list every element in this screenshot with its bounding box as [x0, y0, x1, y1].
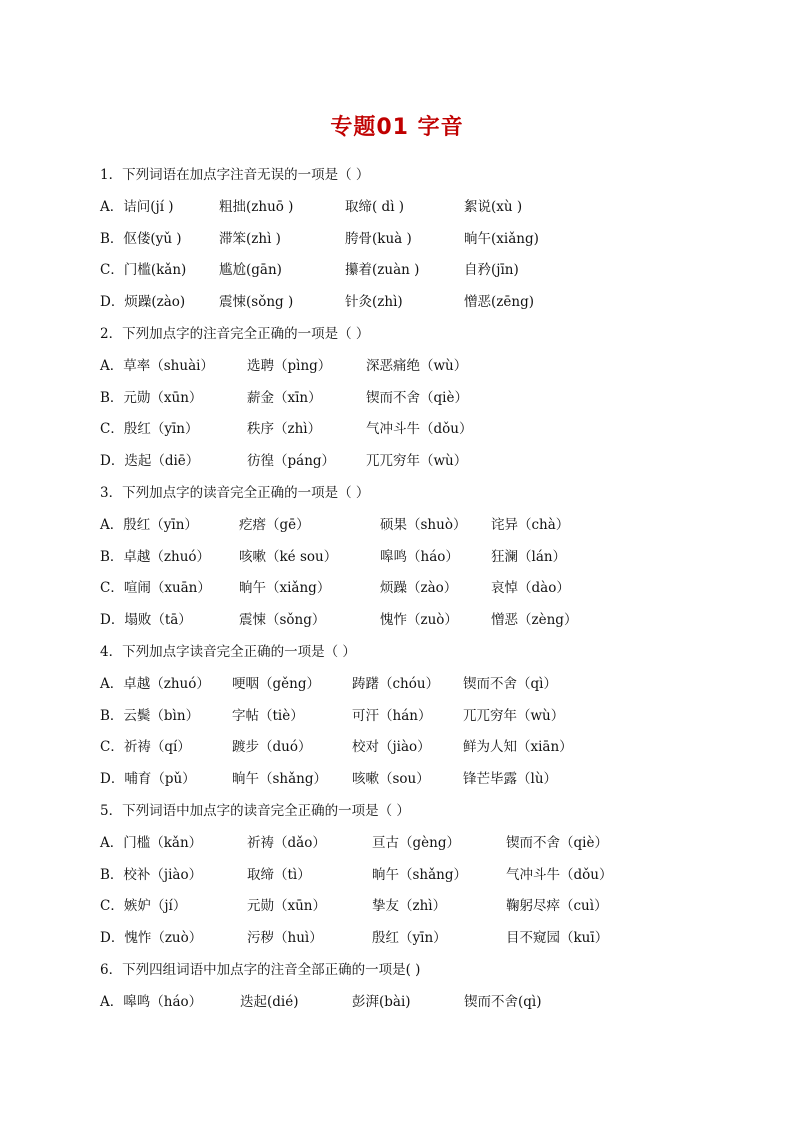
question-stem: 4．下列加点字读音完全正确的一项是（ ）	[100, 644, 356, 660]
option-term: 针灸(zhì)	[345, 294, 403, 310]
option-row	[100, 833, 700, 853]
option-term: 秩序（zhì）	[247, 421, 322, 437]
option-term: 踌躇（chóu）	[352, 676, 440, 692]
option-term: 硕果（shuò）	[380, 517, 467, 533]
option-term: 自矜(jīn)	[464, 262, 519, 278]
option-label-term: C．喧闹（xuān）	[100, 580, 211, 596]
option-term: 字帖（tiè）	[232, 708, 304, 724]
option-row	[100, 769, 700, 789]
option-term: 憎恶（zèng）	[491, 612, 578, 628]
option-label-term: A．卓越（zhuó）	[100, 676, 210, 692]
option-term: 踱步（duó）	[232, 739, 312, 755]
option-term: 薪金（xīn）	[247, 390, 322, 406]
option-label-term: D．塌败（tā）	[100, 612, 192, 628]
option-term: 愧怍（zuò）	[380, 612, 458, 628]
option-term: 可汗（hán）	[352, 708, 432, 724]
option-row	[100, 547, 700, 567]
option-term: 取缔（tì）	[247, 867, 311, 883]
option-term: 彷徨（páng）	[247, 453, 336, 469]
option-label-term: B．云鬓（bìn）	[100, 708, 200, 724]
option-term: 祈祷（dǎo）	[247, 835, 326, 851]
option-label-term: D．愧怍（zuò）	[100, 930, 203, 946]
option-term: 晌午（shǎng）	[372, 867, 468, 883]
option-label-term: A．殷红（yīn）	[100, 517, 198, 533]
question-stem: 1．下列词语在加点字注音无误的一项是（ ）	[100, 167, 370, 183]
option-label-term: B．校补（jiào）	[100, 867, 203, 883]
option-row	[100, 388, 700, 408]
option-label-term: A．草率（shuài）	[100, 358, 214, 374]
option-term: 亘古（gèng）	[372, 835, 460, 851]
option-term: 锲而不舍（qiè）	[506, 835, 608, 851]
option-term: 校对（jiào）	[352, 739, 431, 755]
option-label-term: C．殷红（yīn）	[100, 421, 199, 437]
question-stem: 3．下列加点字的读音完全正确的一项是（ ）	[100, 485, 370, 501]
option-term: 深恶痛绝（wù）	[366, 358, 468, 374]
option-row	[100, 578, 700, 598]
option-term: 彭湃(bài)	[352, 994, 411, 1010]
option-term: 晌午（shǎng）	[232, 771, 328, 787]
option-label-term: C．门槛(kǎn)	[100, 262, 187, 278]
option-term: 挚友（zhì）	[372, 898, 447, 914]
option-row	[100, 610, 700, 630]
option-row	[100, 515, 700, 535]
option-term: 嗥鸣（háo）	[380, 549, 459, 565]
option-label-term: D．哺育（pǔ）	[100, 771, 196, 787]
option-term: 兀兀穷年（wù）	[463, 708, 565, 724]
option-term: 元勋（xūn）	[247, 898, 327, 914]
option-term: 疙瘩（gē）	[239, 517, 310, 533]
option-term: 攥着(zuàn )	[345, 262, 420, 278]
option-term: 震悚（sǒng）	[239, 612, 326, 628]
option-term: 晌午(xiǎng)	[464, 231, 539, 247]
option-term: 气冲斗牛（dǒu）	[506, 867, 613, 883]
option-term: 锲而不舍(qì)	[464, 994, 542, 1010]
option-term: 锲而不舍（qì）	[463, 676, 557, 692]
document-title: 专题01 字音	[330, 115, 464, 140]
option-label-term: D．迭起（diē）	[100, 453, 200, 469]
option-row	[100, 865, 700, 885]
option-label-term: C．嫉妒（jí）	[100, 898, 187, 914]
option-row	[100, 356, 700, 376]
option-term: 气冲斗牛（dǒu）	[366, 421, 473, 437]
option-row	[100, 260, 700, 280]
option-term: 烦躁（zào）	[380, 580, 458, 596]
option-row	[100, 292, 700, 312]
option-term: 迭起(dié)	[240, 994, 299, 1010]
option-term: 絮说(xù )	[464, 199, 523, 215]
option-label-term: B．伛偻(yǔ )	[100, 231, 182, 247]
option-term: 污秽（huì）	[247, 930, 323, 946]
option-label-term: A．门槛（kǎn）	[100, 835, 203, 851]
option-term: 哀悼（dào）	[491, 580, 570, 596]
option-term: 咳嗽（ké sou）	[239, 549, 338, 565]
option-label-term: C．祈祷（qí）	[100, 739, 191, 755]
option-term: 粗拙(zhuō )	[219, 199, 294, 215]
option-term: 诧异（chà）	[491, 517, 570, 533]
option-label-term: A．嗥鸣（háo）	[100, 994, 203, 1010]
option-row	[100, 419, 700, 439]
option-term: 滞笨(zhì )	[219, 231, 281, 247]
option-row	[100, 229, 700, 249]
option-term: 锋芒毕露（lù）	[463, 771, 558, 787]
option-row	[100, 896, 700, 916]
question-stem: 5．下列词语中加点字的读音完全正确的一项是（ ）	[100, 803, 410, 819]
option-row	[100, 451, 700, 471]
option-term: 震悚(sǒng )	[219, 294, 294, 310]
option-term: 尴尬(gān)	[219, 262, 282, 278]
option-row	[100, 928, 700, 948]
option-term: 憎恶(zēng)	[464, 294, 534, 310]
question-stem: 2．下列加点字的注音完全正确的一项是（ ）	[100, 326, 370, 342]
option-row	[100, 197, 700, 217]
option-term: 锲而不舍（qiè）	[366, 390, 468, 406]
question-stem: 6．下列四组词语中加点字的注音全部正确的一项是( )	[100, 962, 421, 978]
option-term: 狂澜（lán）	[491, 549, 567, 565]
option-row	[100, 992, 700, 1012]
option-row	[100, 706, 700, 726]
option-term: 殷红（yīn）	[372, 930, 447, 946]
option-label-term: A．诘问(jí )	[100, 199, 174, 215]
option-label-term: D．烦躁(zào)	[100, 294, 186, 310]
option-term: 咳嗽（sou）	[352, 771, 430, 787]
option-term: 取缔( dì )	[345, 199, 405, 215]
option-label-term: B．卓越（zhuó）	[100, 549, 211, 565]
option-term: 选聘（pìng）	[247, 358, 332, 374]
option-term: 哽咽（gěng）	[232, 676, 320, 692]
option-label-term: B．元勋（xūn）	[100, 390, 203, 406]
option-term: 胯骨(kuà )	[345, 231, 412, 247]
option-term: 目不窥园（kuī）	[506, 930, 609, 946]
option-row	[100, 737, 700, 757]
option-term: 鞠躬尽瘁（cuì）	[506, 898, 608, 914]
option-term: 晌午（xiǎng）	[239, 580, 331, 596]
option-row	[100, 674, 700, 694]
option-term: 鲜为人知（xiān）	[463, 739, 573, 755]
option-term: 兀兀穷年（wù）	[366, 453, 468, 469]
